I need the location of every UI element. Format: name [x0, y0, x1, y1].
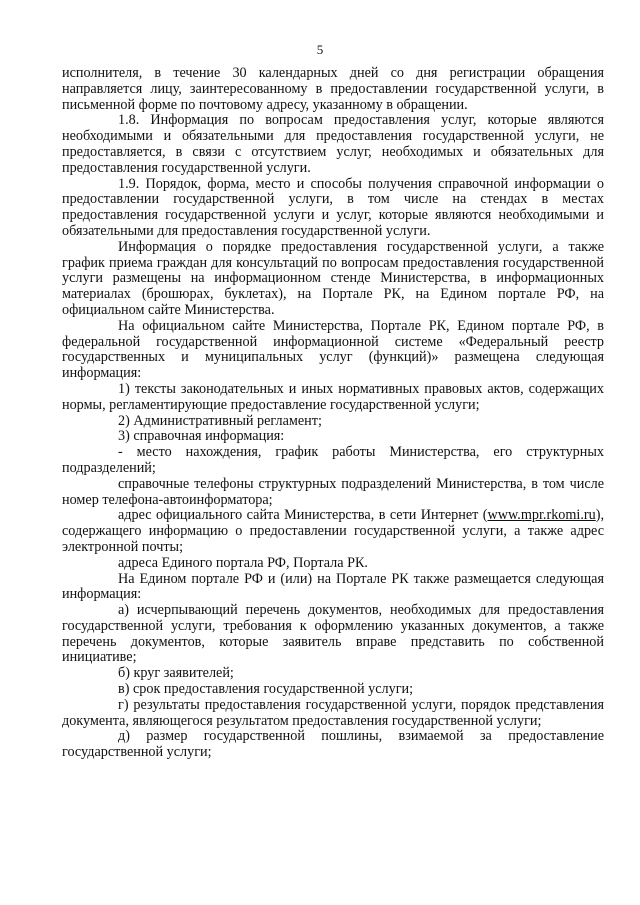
paragraph-1-8: 1.8. Информация по вопросам предоставления услуг, которые являются необходимыми и обязательными для предоставления государственной услуги, не предоставляется, в связи с отсутствием услуг, необходимых и обязательных для предоставления государственной услуги.	[62, 112, 604, 176]
document-body	[62, 66, 604, 761]
website-text-before: адрес официального сайта Министерства, в сети Интернет (	[118, 507, 488, 524]
paragraph-1-9: 1.9. Порядок, форма, место и способы получения справочной информации о предоставлении государственной услуги, в том числе на стендах в местах предоставления государственной услуги и услуг, которые являются необходимыми и обязательными для предоставления государственной услуги.	[62, 175, 604, 239]
paragraph: На Едином портале РФ и (или) на Портале РК также размещается следующая информация:	[62, 570, 604, 603]
list-item: 2) Административный регламент;	[118, 412, 322, 429]
list-item: - место нахождения, график работы Министерства, его структурных подразделений;	[62, 444, 604, 476]
page-number: 5	[316, 42, 324, 57]
paragraph: исполнителя, в течение 30 календарных дней со дня регистрации обращения направляется лицу, заинтересованному в предоставлении государственной услуги, в письменной форме по почтовому адресу, указанному в обращении.	[62, 65, 604, 113]
list-item: б) круг заявителей;	[118, 665, 234, 682]
paragraph: На официальном сайте Министерства, Портале РК, Едином портале РФ, в федеральной государственной информационной системе «Федеральный реестр государственных и муниципальных услуг (функций)» размещена следующая информация:	[62, 317, 604, 382]
list-item: адреса Единого портала РФ, Портала РК.	[118, 554, 368, 571]
paragraph: Информация о порядке предоставления государственной услуги, а также график приема граждан для консультаций по вопросам предоставления государственной услуги размещены на информационном стенде Министерства, в информационных материалах (брошюрах, буклетах), на Портале РК, на Едином портале РФ, на официальном сайте Министерства.	[62, 238, 604, 318]
list-item: 3) справочная информация:	[118, 428, 285, 445]
list-item: а) исчерпывающий перечень документов, необходимых для предоставления государственной услуги, требования к оформлению указанных документов, а также перечень документов, которые заявитель вправе представить по собственной инициативе;	[62, 602, 604, 666]
website-text-after: ), содержащего информацию о предоставлении государственной услуги, а также адрес электронной почты;	[62, 507, 604, 555]
list-item: 1) тексты законодательных и иных нормативных правовых актов, содержащих нормы, регламентирующие предоставление государственной услуги;	[62, 380, 604, 413]
website-paragraph	[62, 508, 604, 555]
website-link[interactable]: www.mpr.rkomi.ru	[487, 507, 596, 524]
list-item: д) размер государственной пошлины, взимаемой за предоставление государственной услуги;	[62, 728, 604, 761]
list-item: в) срок предоставления государственной услуги;	[118, 681, 414, 698]
list-item: справочные телефоны структурных подразделений Министерства, в том числе номер телефона-автоинформатора;	[62, 475, 604, 508]
list-item: г) результаты предоставления государственной услуги, порядок представления документа, являющегося результатом предоставления государственной услуги;	[62, 696, 604, 729]
